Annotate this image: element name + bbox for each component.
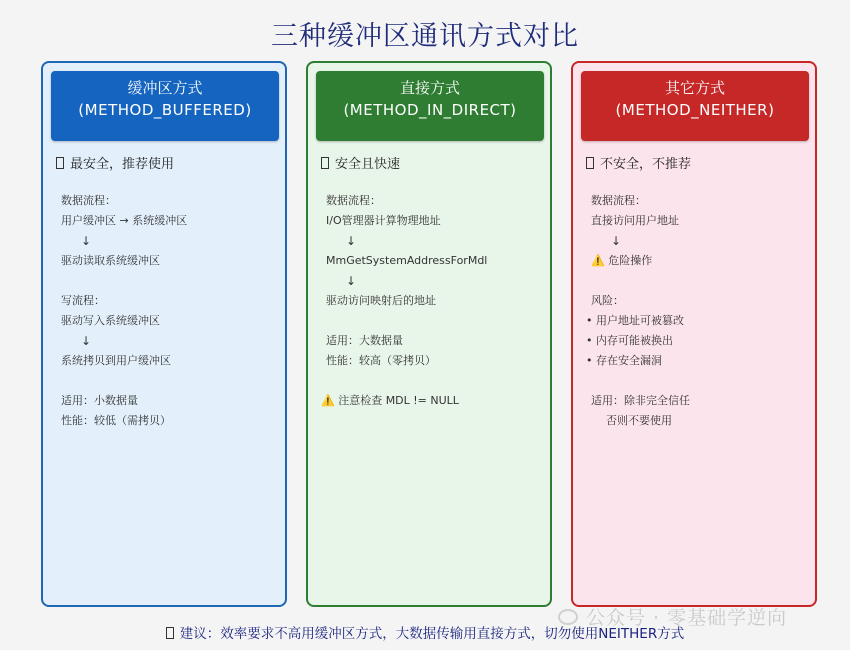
tagline-text: 最安全，推荐使用 — [70, 157, 175, 172]
footer-text: 建议：效率要求不高用缓冲区方式，大数据传输用直接方式，切勿使用NEITHER方式 — [179, 626, 685, 642]
card-line: 数据流程： — [326, 194, 381, 207]
card-line: 驱动读取系统缓冲区 — [61, 254, 160, 267]
card-line: 驱动访问映射后的地址 — [326, 294, 436, 307]
tip-icon — [166, 627, 174, 639]
card-buffered — [41, 61, 287, 607]
status-icon — [56, 157, 64, 169]
card-line — [591, 371, 690, 391]
card-line: ⚠️ 注意检查 MDL != NULL — [321, 394, 459, 407]
card-line: 适用：除非完全信任 — [591, 394, 690, 407]
flow-arrow: ↓ — [346, 274, 357, 288]
card-header-direct — [316, 71, 544, 141]
status-icon — [586, 157, 594, 169]
footer-note — [0, 622, 850, 642]
card-name: 缓冲区方式 — [127, 79, 203, 97]
card-line: 直接访问用户地址 — [591, 214, 679, 227]
card-lines — [586, 191, 690, 431]
card-line: 适用：小数据量 — [61, 394, 138, 407]
card-line: 写流程： — [61, 294, 105, 307]
card-name: 直接方式 — [399, 79, 460, 97]
card-neither — [571, 61, 817, 607]
card-line — [326, 311, 487, 331]
card-line: 风险： — [591, 294, 624, 307]
card-line: • 内存可能被换出 — [586, 334, 673, 347]
card-line: 驱动写入系统缓冲区 — [61, 314, 160, 327]
card-line: 系统拷贝到用户缓冲区 — [61, 354, 171, 367]
card-header-neither — [581, 71, 809, 141]
flow-arrow: ↓ — [611, 234, 622, 248]
flow-arrow: ↓ — [346, 234, 357, 248]
flow-arrow: ↓ — [81, 234, 92, 248]
card-code: (METHOD_BUFFERED) — [78, 101, 252, 119]
card-line: 用户缓冲区 → 系统缓冲区 — [61, 214, 188, 227]
card-name: 其它方式 — [664, 79, 725, 97]
card-line: 数据流程： — [61, 194, 116, 207]
card-tagline — [321, 153, 400, 172]
card-line: 性能：较低（需拷贝） — [61, 414, 171, 427]
card-lines — [61, 191, 187, 431]
card-line — [61, 371, 187, 391]
card-line: • 用户地址可被篡改 — [586, 314, 684, 327]
tagline-text: 不安全，不推荐 — [600, 157, 692, 172]
card-line — [591, 271, 690, 291]
card-code: (METHOD_IN_DIRECT) — [343, 101, 517, 119]
card-line — [61, 271, 187, 291]
page-title: 三种缓冲区通讯方式对比 — [271, 21, 579, 52]
card-line: 性能：较高（零拷贝） — [326, 354, 436, 367]
flow-arrow: ↓ — [81, 334, 92, 348]
card-line: ⚠️ 危险操作 — [591, 254, 653, 267]
card-line: 数据流程： — [591, 194, 646, 207]
card-code: (METHOD_NEITHER) — [615, 101, 775, 119]
card-line: MmGetSystemAddressForMdl — [326, 254, 488, 267]
card-line: 适用：大数据量 — [326, 334, 403, 347]
card-tagline — [56, 153, 174, 172]
card-tagline — [586, 153, 691, 172]
card-line: I/O管理器计算物理地址 — [326, 214, 441, 227]
card-line: • 存在安全漏洞 — [586, 354, 662, 367]
card-direct — [306, 61, 552, 607]
card-lines — [321, 191, 488, 411]
card-line: 否则不要使用 — [606, 414, 672, 427]
status-icon — [321, 157, 329, 169]
card-header-buffered — [51, 71, 279, 141]
tagline-text: 安全且快速 — [335, 157, 401, 172]
watermark-text: 公众号 · 零基础学逆向 — [586, 607, 788, 629]
card-line — [326, 371, 487, 391]
